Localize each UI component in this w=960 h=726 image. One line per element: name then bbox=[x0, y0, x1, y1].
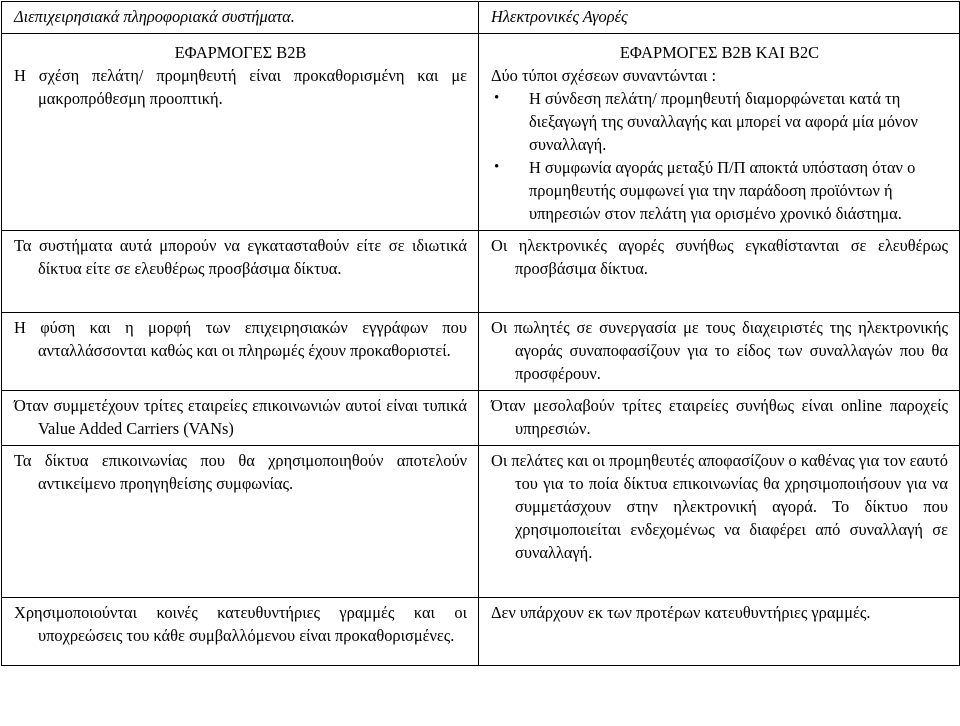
comparison-table bbox=[1, 1, 960, 666]
row4-right-text: Όταν μεσολαβούν τρίτες εταιρείες συνήθως είναι online παροχείς υπηρεσιών. bbox=[491, 396, 948, 438]
row3-left-cell bbox=[2, 313, 479, 391]
table-row bbox=[2, 34, 960, 231]
table-row bbox=[2, 598, 960, 666]
row2-right-text: Οι ηλεκτρονικές αγορές συνήθως εγκαθίστανται σε ελευθέρως προσβάσιμα δίκτυα. bbox=[491, 236, 948, 278]
relationship-types-intro: Δύο τύποι σχέσεων συναντώνται : bbox=[491, 66, 717, 85]
relationship-types-list bbox=[491, 87, 948, 225]
row5-left-cell bbox=[2, 446, 479, 598]
b2b-relationship-text: Η σχέση πελάτη/ προμηθευτή είναι προκαθορισμένη και με μακροπρόθεσμη προοπτική. bbox=[14, 66, 467, 108]
row5-left-text: Τα δίκτυα επικοινωνίας που θα χρησιμοποιηθούν αποτελούν αντικείμενο προηγηθείσης συμφωνίας. bbox=[14, 451, 467, 493]
row2-left-text: Τα συστήματα αυτά μπορούν να εγκατασταθούν είτε σε ιδιωτικά δίκτυα είτε σε ελευθέρως προσβάσιμα δίκτυα. bbox=[14, 236, 467, 278]
row6-left-cell bbox=[2, 598, 479, 666]
row3-right-cell bbox=[479, 313, 960, 391]
row6-right-cell bbox=[479, 598, 960, 666]
row6-left-text: Χρησιμοποιούνται κοινές κατευθυντήριες γραμμές και οι υποχρεώσεις του κάθε συμβαλλόμενου είναι προκαθορισμένες. bbox=[14, 603, 467, 645]
row5-right-text: Οι πελάτες και οι προμηθευτές αποφασίζουν ο καθένας για τον εαυτό του για το ποία δίκτυα επικοινωνίας θα χρησιμοποιήσουν για να συμμετάσχουν στην ηλεκτρονική αγορά. Το δίκτυο που χρησιμοποιείται ενδεχομένως να διαφέρει από συναλλαγή σε συναλλαγή. bbox=[491, 451, 948, 562]
row6-right-text: Δεν υπάρχουν εκ των προτέρων κατευθυντήριες γραμμές. bbox=[491, 603, 871, 622]
header-left-title: Διεπιχειρησιακά πληροφοριακά συστήματα. bbox=[14, 7, 295, 26]
row2-right-cell bbox=[479, 231, 960, 313]
row3-right-text: Οι πωλητές σε συνεργασία με τους διαχειριστές της ηλεκτρονικής αγοράς συναποφασίζουν για το είδος των συναλλαγών που θα προσφέρουν. bbox=[491, 318, 948, 383]
row1-left-cell bbox=[2, 34, 479, 231]
row4-left-text: Όταν συμμετέχουν τρίτες εταιρείες επικοινωνιών αυτοί είναι τυπικά Value Added Carriers (VANs) bbox=[14, 396, 467, 438]
header-right-title: Ηλεκτρονικές Αγορές bbox=[491, 7, 628, 26]
header-row bbox=[2, 2, 960, 34]
row1-right-cell bbox=[479, 34, 960, 231]
b2b-b2c-subtitle: ΕΦΑΡΜΟΓΕΣ Β2Β ΚΑΙ B2C bbox=[619, 43, 820, 62]
list-item: • Η συμφωνία αγοράς μεταξύ Π/Π αποκτά υπόσταση όταν ο προμηθευτής συμφωνεί για την παράδοση προϊόντων ή υπηρεσιών στον πελάτη για ορισμένο χρονικό διάστημα. bbox=[491, 156, 948, 225]
row4-right-cell bbox=[479, 391, 960, 446]
table-row bbox=[2, 391, 960, 446]
table-row bbox=[2, 231, 960, 313]
row3-left-text: Η φύση και η μορφή των επιχειρησιακών εγγράφων που ανταλλάσσονται καθώς και οι πληρωμές έχουν προκαθοριστεί. bbox=[14, 318, 467, 360]
b2b-subtitle: ΕΦΑΡΜΟΓΕΣ B2B bbox=[174, 43, 307, 62]
header-left-cell bbox=[2, 2, 479, 34]
table-row bbox=[2, 313, 960, 391]
row2-left-cell bbox=[2, 231, 479, 313]
row4-left-cell bbox=[2, 391, 479, 446]
row5-right-cell bbox=[479, 446, 960, 598]
list-item: • Η σύνδεση πελάτη/ προμηθευτή διαμορφώνεται κατά τη διεξαγωγή της συναλλαγής και μπορεί να αφορά μία μόνον συναλλαγή. bbox=[491, 87, 948, 156]
header-right-cell bbox=[479, 2, 960, 34]
table-row bbox=[2, 446, 960, 598]
